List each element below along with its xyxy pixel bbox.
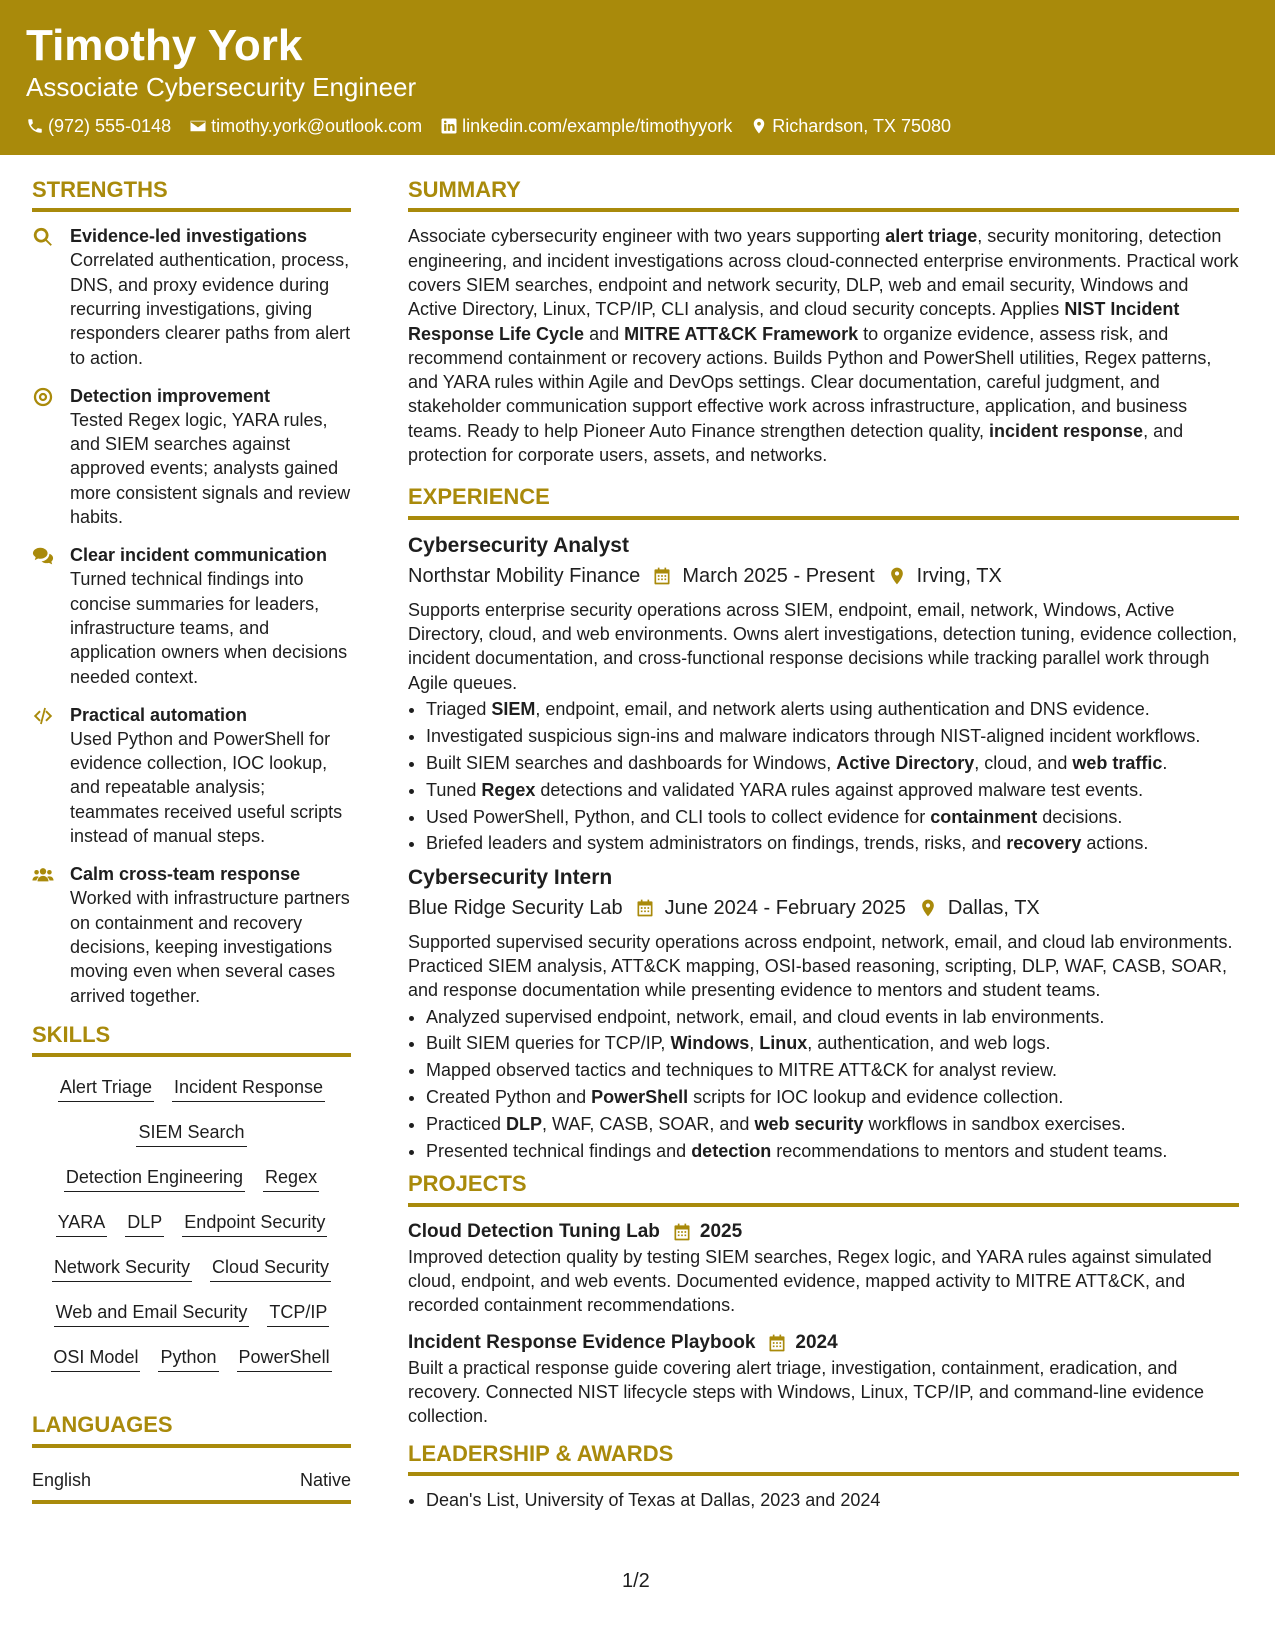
job-entry bbox=[408, 532, 1239, 856]
users-icon bbox=[32, 862, 58, 1007]
calendar-icon bbox=[672, 1222, 692, 1242]
job-bullets bbox=[408, 1005, 1239, 1164]
contact-bar bbox=[26, 116, 1249, 137]
strengths-list bbox=[32, 224, 351, 1007]
strength-item bbox=[32, 384, 351, 529]
skill-tag: Regex bbox=[263, 1165, 319, 1192]
language-level: Native bbox=[299, 1469, 351, 1490]
strength-body bbox=[70, 703, 351, 848]
skills-heading: SKILLS bbox=[32, 1022, 351, 1057]
job-dates: March 2025 - Present bbox=[682, 564, 875, 587]
job-company: Blue Ridge Security Lab bbox=[408, 896, 623, 919]
skill-tag: Alert Triage bbox=[58, 1075, 154, 1102]
calendar-icon bbox=[635, 898, 655, 918]
contact-phone bbox=[26, 116, 171, 137]
languages-heading: LANGUAGES bbox=[32, 1412, 351, 1447]
contact-linkedin[interactable] bbox=[440, 116, 732, 137]
candidate-name: Timothy York bbox=[26, 21, 303, 70]
skill-tag: Web and Email Security bbox=[54, 1300, 250, 1327]
strength-item bbox=[32, 703, 351, 848]
envelope-icon bbox=[189, 117, 207, 135]
map-marker-icon bbox=[918, 898, 938, 918]
job-entry bbox=[408, 864, 1239, 1164]
projects-list bbox=[408, 1219, 1239, 1429]
leadership-list bbox=[408, 1488, 1239, 1512]
map-marker-icon bbox=[887, 566, 907, 586]
jobs-list bbox=[408, 532, 1239, 1164]
target-icon bbox=[32, 384, 58, 529]
strength-title: Detection improvement bbox=[70, 385, 271, 406]
job-meta bbox=[408, 560, 1239, 592]
linkedin-text: linkedin.com/example/timothyyork bbox=[462, 115, 733, 136]
contact-location bbox=[750, 116, 951, 137]
job-bullet: • Mapped observed tactics and techniques to MITRE ATT&CK for analyst review. bbox=[426, 1058, 1239, 1082]
projects-heading: PROJECTS bbox=[408, 1171, 1239, 1206]
strength-item bbox=[32, 862, 351, 1007]
skill-tag: OSI Model bbox=[51, 1345, 140, 1372]
skill-tag: Detection Engineering bbox=[64, 1165, 245, 1192]
job-bullet: • Practiced DLP, WAF, CASB, SOAR, and web security workflows in sandbox exercises. bbox=[426, 1112, 1239, 1136]
skill-tag: Cloud Security bbox=[210, 1255, 331, 1282]
languages-list bbox=[32, 1460, 351, 1504]
code-icon bbox=[32, 703, 58, 848]
phone-text: (972) 555-0148 bbox=[48, 115, 172, 136]
job-bullet: • Triaged SIEM, endpoint, email, and network alerts using authentication and DNS evidence. bbox=[426, 697, 1239, 721]
project-year: 2025 bbox=[699, 1220, 743, 1242]
search-icon bbox=[32, 224, 58, 369]
experience-heading: EXPERIENCE bbox=[408, 484, 1239, 519]
resume-body bbox=[0, 155, 1275, 1650]
job-bullet: • Presented technical findings and detection recommendations to mentors and student teams. bbox=[426, 1139, 1239, 1163]
project-description: Built a practical response guide covering alert triage, investigation, containment, eradication, and recovery. Connected NIST lifecycle steps with Windows, Linux, TCP/IP, and command-line evidence collection. bbox=[408, 1357, 1205, 1427]
skill-tag: Endpoint Security bbox=[182, 1210, 327, 1237]
candidate-title: Associate Cybersecurity Engineer bbox=[26, 72, 417, 103]
project-title-row bbox=[408, 1330, 1239, 1356]
project-year: 2024 bbox=[795, 1331, 838, 1353]
strengths-heading: STRENGTHS bbox=[32, 177, 351, 212]
skill-tag: SIEM Search bbox=[136, 1120, 246, 1147]
linkedin-icon bbox=[440, 117, 458, 135]
job-bullet: • Briefed leaders and system administrators on findings, trends, risks, and recovery actions. bbox=[426, 831, 1239, 855]
strength-title: Clear incident communication bbox=[70, 545, 328, 566]
strength-body bbox=[70, 543, 351, 688]
strength-desc: Used Python and PowerShell for evidence collection, IOC lookup, and repeatable analysis; teammates received useful scripts instead of manual steps. bbox=[70, 728, 343, 847]
strength-desc: Worked with infrastructure partners on containment and recovery decisions, keeping investigations moving even when several cases arrived together. bbox=[70, 888, 350, 1006]
skill-tag: DLP bbox=[125, 1210, 164, 1237]
job-meta bbox=[408, 892, 1239, 924]
language-row bbox=[32, 1460, 351, 1504]
job-description: Supports enterprise security operations across SIEM, endpoint, email, network, Windows, Active Directory, cloud, and web environments. Owns alert investigations, detection tuning, evidence collection, incident documentation, and cross-functional response decisions while tracking parallel work through Agile queues. bbox=[408, 599, 1238, 693]
page-number: 1/2 bbox=[622, 1570, 650, 1592]
comments-icon bbox=[32, 543, 58, 688]
skill-tag: TCP/IP bbox=[267, 1300, 329, 1327]
job-bullet: • Used PowerShell, Python, and CLI tools to collect evidence for containment decisions. bbox=[426, 805, 1239, 829]
strength-body bbox=[70, 862, 351, 1007]
skills-list bbox=[32, 1069, 351, 1372]
left-column bbox=[32, 177, 351, 1504]
strength-desc: Turned technical findings into concise summaries for leaders, infrastructure teams, and application owners when decisions needed context. bbox=[70, 569, 348, 687]
project-title: Cloud Detection Tuning Lab bbox=[408, 1220, 660, 1242]
strength-desc: Correlated authentication, process, DNS, and proxy evidence during recurring investigations, giving responders clearer paths from alert to action. bbox=[70, 250, 351, 368]
job-bullet: • Analyzed supervised endpoint, network, email, and cloud events in lab environments. bbox=[426, 1005, 1239, 1029]
skill-tag: Incident Response bbox=[172, 1075, 325, 1102]
job-dates: June 2024 - February 2025 bbox=[664, 896, 906, 919]
award-item: • Dean's List, University of Texas at Dallas, 2023 and 2024 bbox=[426, 1488, 1239, 1512]
skill-tag: YARA bbox=[56, 1210, 108, 1237]
phone-icon bbox=[26, 117, 44, 135]
resume-header bbox=[0, 0, 1275, 155]
strength-title: Practical automation bbox=[70, 704, 248, 725]
leadership-heading: LEADERSHIP & AWARDS bbox=[408, 1441, 1239, 1476]
job-location: Dallas, TX bbox=[947, 896, 1040, 919]
summary-heading: SUMMARY bbox=[408, 177, 1239, 212]
job-title: Cybersecurity Intern bbox=[408, 865, 613, 889]
email-text: timothy.york@outlook.com bbox=[211, 115, 423, 136]
summary-text: Associate cybersecurity engineer with two years supporting alert triage, security monitoring, detection engineering, and incident investigations across cloud-connected enterprise environments. Practical work covers SIEM searches, endpoint and network security, DLP, web and email security, Windows and Active Directory, Linux, TCP/IP, CLI analysis, and cloud security concepts. Applies NIST Incident Response Life Cycle and MITRE ATT&CK Framework to organize evidence, assess risk, and recommend containment or recovery actions. Builds Python and PowerShell utilities, Regex patterns, and YARA rules within Agile and DevOps settings. Clear documentation, careful judgment, and stakeholder communication support effective work across infrastructure, application, and business teams. Ready to help Pioneer Auto Finance strengthen detection quality, incident response, and protection for corporate users, assets, and networks. bbox=[408, 226, 1239, 466]
job-bullet: • Tuned Regex detections and validated YARA rules against approved malware test events. bbox=[426, 778, 1239, 802]
job-bullet: • Created Python and PowerShell scripts for IOC lookup and evidence collection. bbox=[426, 1085, 1239, 1109]
skill-tag: PowerShell bbox=[237, 1345, 332, 1372]
calendar-icon bbox=[767, 1333, 787, 1353]
project-description: Improved detection quality by testing SIEM searches, Regex logic, and YARA rules against simulated cloud, endpoint, and web events. Documented evidence, mapped activity to MITRE ATT&CK, and recorded containment recommendations. bbox=[408, 1246, 1212, 1316]
job-bullet: • Built SIEM queries for TCP/IP, Windows, Linux, authentication, and web logs. bbox=[426, 1031, 1239, 1055]
strength-item bbox=[32, 543, 351, 688]
job-bullet: • Investigated suspicious sign-ins and malware indicators through NIST-aligned incident workflows. bbox=[426, 724, 1239, 748]
map-marker-icon bbox=[750, 117, 768, 135]
job-title: Cybersecurity Analyst bbox=[408, 533, 629, 557]
calendar-icon bbox=[652, 566, 672, 586]
job-location: Irving, TX bbox=[916, 564, 1002, 587]
project-title: Incident Response Evidence Playbook bbox=[408, 1331, 756, 1353]
strength-desc: Tested Regex logic, YARA rules, and SIEM searches against approved events; analysts gained more consistent signals and review habits. bbox=[70, 409, 351, 528]
strength-body bbox=[70, 224, 351, 369]
skill-tag: Python bbox=[158, 1345, 218, 1372]
location-text: Richardson, TX 75080 bbox=[772, 115, 951, 136]
right-column bbox=[408, 177, 1239, 1520]
job-bullets bbox=[408, 697, 1239, 856]
job-bullet: • Built SIEM searches and dashboards for Windows, Active Directory, cloud, and web traffic. bbox=[426, 751, 1239, 775]
strength-title: Calm cross-team response bbox=[70, 864, 301, 885]
strength-title: Evidence-led investigations bbox=[70, 226, 308, 247]
job-company: Northstar Mobility Finance bbox=[408, 564, 641, 587]
contact-email[interactable] bbox=[189, 116, 422, 137]
strength-item bbox=[32, 224, 351, 369]
job-description: Supported supervised security operations across endpoint, network, email, and cloud lab environments. Practiced SIEM analysis, ATT&CK mapping, OSI-based reasoning, scripting, DLP, WAF, CASB, SOAR, and response documentation while presenting evidence to mentors and student teams. bbox=[408, 931, 1233, 1001]
project-title-row bbox=[408, 1219, 1239, 1245]
strength-body bbox=[70, 384, 351, 529]
language-name: English bbox=[32, 1469, 92, 1490]
skill-tag: Network Security bbox=[52, 1255, 192, 1282]
